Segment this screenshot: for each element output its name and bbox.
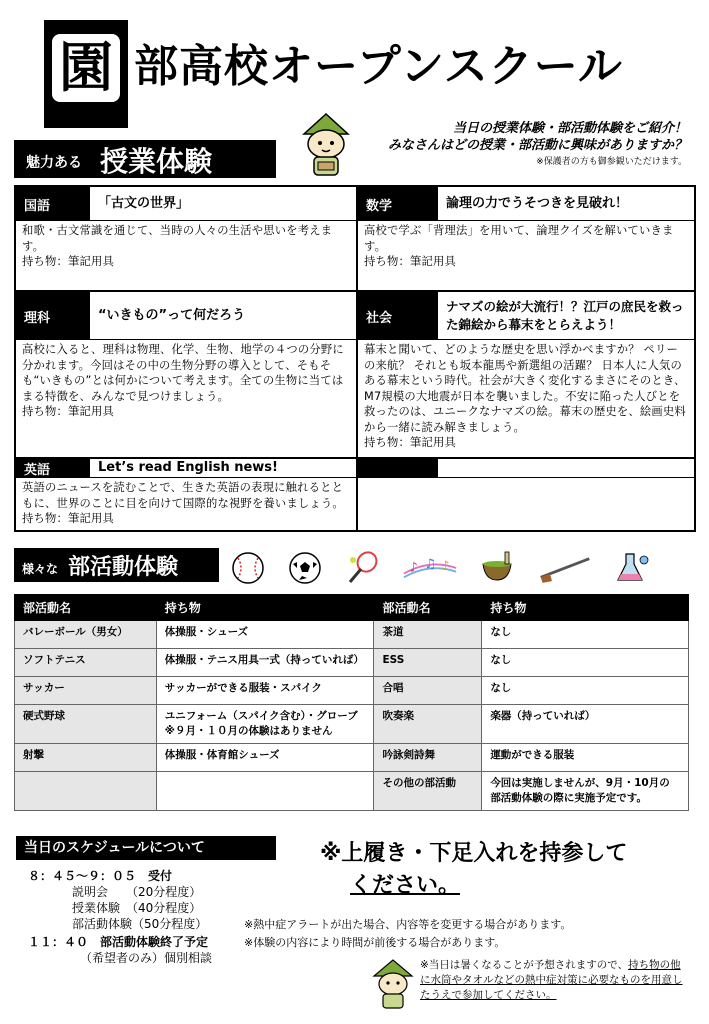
subject-body-math — [358, 221, 694, 291]
clubs-band-small: 様々な — [22, 562, 59, 576]
club-items — [156, 772, 374, 811]
schedule-club: 部活動体験（50分程度） — [72, 917, 208, 931]
heat-prefix: ※当日は暑くなることが予想されますので、 — [420, 959, 629, 971]
intro-text — [388, 120, 687, 154]
clubs-band-title: 部活動体験 — [68, 555, 179, 580]
club-items: なし — [482, 649, 689, 677]
club-name: 茶道 — [374, 621, 482, 649]
table-row — [15, 621, 689, 649]
schedule-class: 授業体験 （40分程度） — [72, 901, 202, 915]
rifle-icon — [537, 550, 593, 586]
club-items — [156, 705, 374, 744]
subject-label-japanese: 国語 — [16, 187, 90, 221]
club-items: 体操服・シューズ — [156, 621, 374, 649]
heat-notice — [420, 958, 688, 1003]
club-name: 合唱 — [374, 677, 482, 705]
subject-title-english: Let’s read English news! — [90, 459, 356, 478]
subject-body-english — [16, 478, 356, 530]
music-notes-icon — [402, 550, 458, 586]
subject-body-japanese — [16, 221, 356, 291]
shoes-notice — [320, 838, 700, 902]
svg-text:♪: ♪ — [409, 560, 418, 576]
mascot-icon — [296, 112, 356, 180]
table-row — [15, 772, 689, 811]
club-name: 吟詠剣詩舞 — [374, 744, 482, 772]
col-header-club: 部活動名 — [15, 595, 157, 621]
club-name — [15, 772, 157, 811]
mascot-icon — [370, 958, 416, 1010]
subject-body-social — [358, 340, 694, 458]
flask-icon — [614, 550, 650, 586]
club-table — [14, 594, 689, 811]
club-items: サッカーができる服装・スパイク — [156, 677, 374, 705]
club-items: 今回は実施しませんが、9月・10月の部活動体験の際に実施予定です。 — [482, 772, 689, 811]
subject-label-math: 数学 — [358, 187, 438, 221]
club-name: 吹奏楽 — [374, 705, 482, 744]
subject-title-japanese: 「古文の世界」 — [90, 187, 356, 221]
subject-title-social: ナマズの絵が大流行！？江戸の庶民を救った錦絵から幕末をとらえよう！ — [438, 292, 694, 340]
subject-label-english: 英語 — [16, 459, 90, 478]
club-items: なし — [482, 677, 689, 705]
club-name: その他の部活動 — [374, 772, 482, 811]
soccer-ball-icon — [287, 550, 323, 586]
classes-band-small: 魅力ある — [26, 155, 82, 171]
col-header-items: 持ち物 — [156, 595, 374, 621]
classes-band-title: 授業体験 — [100, 145, 213, 178]
table-row — [15, 705, 689, 744]
club-name: 硬式野球 — [15, 705, 157, 744]
club-items: 体操服・体育館シューズ — [156, 744, 374, 772]
club-name: ESS — [374, 649, 482, 677]
shoes-line-1: ※上履き・下足入れを持参して — [320, 841, 628, 866]
heat-underlined: 持ち物の他に水筒やタオルなどの熱中症対策に必要なものを用意したうえで参加してください。 — [420, 959, 683, 1001]
svg-text:♫: ♫ — [424, 557, 437, 572]
club-name: バレーボール（男女） — [15, 621, 157, 649]
schedule-end: １１：４０ 部活動体験終了予定 — [28, 935, 209, 949]
club-name: ソフトテニス — [15, 649, 157, 677]
col-header-items: 持ち物 — [482, 595, 689, 621]
subject-label-social: 社会 — [358, 292, 438, 340]
schedule-consult: （希望者のみ）個別相談 — [80, 951, 213, 965]
intro-line-2: みなさんはどの授業・部活動に興味がありますか？ — [387, 138, 687, 153]
note-time: ※体験の内容により時間が前後する場合があります。 — [244, 936, 506, 949]
subject-grid — [14, 185, 696, 532]
subject-items: 持ち物：筆記用具 — [22, 512, 114, 525]
club-icons — [230, 548, 650, 588]
school-logo-char: 園 — [52, 34, 120, 102]
subject-items: 持ち物：筆記用具 — [22, 405, 114, 418]
schedule-briefing: 説明会 （20分程度） — [72, 885, 202, 899]
table-row — [15, 649, 689, 677]
svg-text:♪: ♪ — [441, 558, 450, 574]
table-row — [15, 744, 689, 772]
tennis-racket-icon — [345, 550, 381, 586]
intro-line-1: 当日の授業体験・部活動体験をご紹介！ — [452, 121, 687, 136]
col-header-club: 部活動名 — [374, 595, 482, 621]
schedule-band: 当日のスケジュールについて — [16, 836, 276, 860]
club-items: 楽器（持っていれば） — [482, 705, 689, 744]
tea-bowl-icon — [479, 550, 515, 586]
subject-body-science — [16, 340, 356, 458]
club-name: 射撃 — [15, 744, 157, 772]
club-items: なし — [482, 621, 689, 649]
subject-desc: 高校で学ぶ「背理法」を用いて、論理クイズを解いていきます。 — [364, 224, 674, 253]
note-heat-alert: ※熱中症アラートが出た場合、内容等を変更する場合があります。 — [244, 918, 572, 931]
subject-items: 持ち物：筆記用具 — [364, 436, 456, 449]
subject-desc: 和歌・古文常識を通じて、当時の人々の生活や思いを考えます。 — [22, 224, 333, 253]
subject-label-science: 理科 — [16, 292, 90, 340]
club-items-note: ※９月・１０月の体験はありません — [164, 725, 333, 737]
table-header-row — [15, 595, 689, 621]
subject-title-science: “いきもの”って何だろう — [90, 292, 356, 340]
empty-label — [358, 459, 438, 478]
subject-items: 持ち物：筆記用具 — [364, 255, 456, 268]
club-items-text: ユニフォーム（スパイク含む）・グローブ — [164, 710, 358, 722]
table-row — [15, 677, 689, 705]
club-name: サッカー — [15, 677, 157, 705]
club-items: 運動ができる服装 — [482, 744, 689, 772]
subject-items: 持ち物：筆記用具 — [22, 255, 114, 268]
page-title: 部高校オープンスクール — [134, 41, 623, 92]
subject-desc: 英語のニュースを読むことで、生きた英語の表現に触れるとともに、世界のことに目を向けて国際的な視野を養いましょう。 — [22, 481, 344, 510]
club-items: 体操服・テニス用具一式（持っていれば） — [156, 649, 374, 677]
schedule-reception: ８：４５～９：０５ 受付 — [28, 869, 173, 883]
baseball-icon — [230, 550, 266, 586]
shoes-line-2: ください。 — [350, 873, 461, 898]
subject-desc: 幕末と聞いて、どのような歴史を思い浮かべますか？ ペリーの来航？ それとも坂本龍馬や新選組の活躍？ 日本人に人気のある幕末という時代。社会が大きく変化するまさにそのとき、M7規模の大地震が日本を襲いました。不安に陥った人びとを救ったのは、ユニークなナマズの絵。幕末の歴史を、絵画史料から一緒に読み解きましょう。 — [364, 343, 686, 434]
subject-desc: 高校に入ると、理科は物理、化学、生物、地学の４つの分野に分かれます。今回はその中の生物分野の導入として、そもそも“いきもの”とは何かについて考えます。全ての生物に当てはまる特徴を、みんなで見つけましょう。 — [22, 343, 344, 403]
subject-title-math: 論理の力でうそつきを見破れ！ — [438, 187, 694, 221]
intro-note: ※保護者の方も御参観いただけます。 — [536, 157, 687, 167]
